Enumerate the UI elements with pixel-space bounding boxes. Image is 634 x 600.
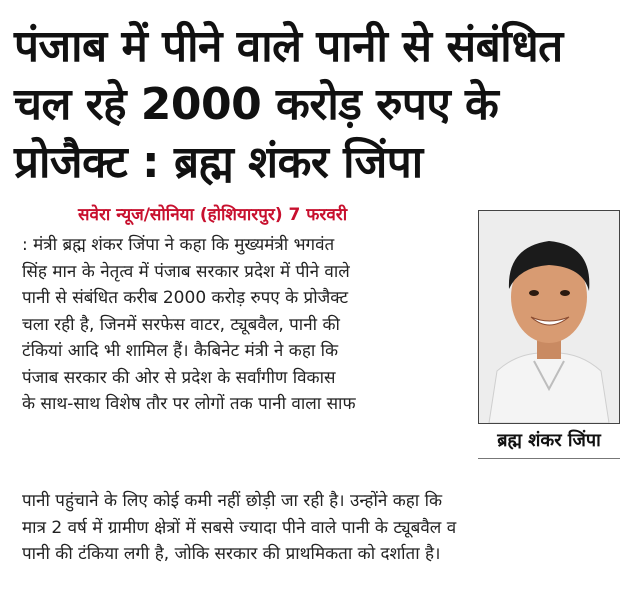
dateline [78,202,347,225]
body-line: चला रही है, जिनमें सरफेस वाटर, ट्यूबवैल, पानी की [22,314,340,335]
headline-line-2: चल रहे 2000 करोड़ रुपए के [14,79,499,130]
article-body-top [22,232,462,418]
body-line: पानी पहुंचाने के लिए कोई कमी नहीं छोड़ी जा रही है। उन्होंने कहा कि [22,491,443,511]
headline-line-1: पंजाब में पीने वाले पानी से संबंधित [14,21,563,72]
caption-divider [478,458,620,459]
body-line: मात्र 2 वर्ष में ग्रामीण क्षेत्रों में सबसे ज्यादा पीने वाले पानी के ट्यूबवैल व [22,517,457,538]
photo-caption: ब्रह्म शंकर जिंपा [497,430,601,451]
body-line: टंकियां आदि भी शामिल हैं। कैबिनेट मंत्री ने कहा कि [22,341,339,361]
dateline-text: सवेरा न्यूज/सोनिया (होशियारपुर) 7 फरवरी [78,205,348,225]
portrait-photo [478,210,620,424]
headline [14,18,624,192]
body-line: पानी की टंकिया लगी है, जोकि सरकार की प्राथमिकता को दर्शाता है। [22,544,441,564]
body-line: पंजाब सरकार की ओर से प्रदेश के सर्वांगीण विकास [22,367,336,388]
portrait-illustration [479,211,619,423]
article-body-bottom [22,488,622,568]
body-line: : मंत्री ब्रह्म शंकर जिंपा ने कहा कि मुख्यमंत्री भगवंत [22,235,335,255]
headline-line-3: प्रोजैक्ट : ब्रह्म शंकर जिंपा [14,137,423,188]
body-line: सिंह मान के नेतृत्व में पंजाब सरकार प्रदेश में पीने वाले [22,261,350,282]
body-line: के साथ-साथ विशेष तौर पर लोगों तक पानी वाला साफ [22,394,356,414]
body-line: पानी से संबंधित करीब 2000 करोड़ रुपए के प्रोजैक्ट [22,288,349,308]
